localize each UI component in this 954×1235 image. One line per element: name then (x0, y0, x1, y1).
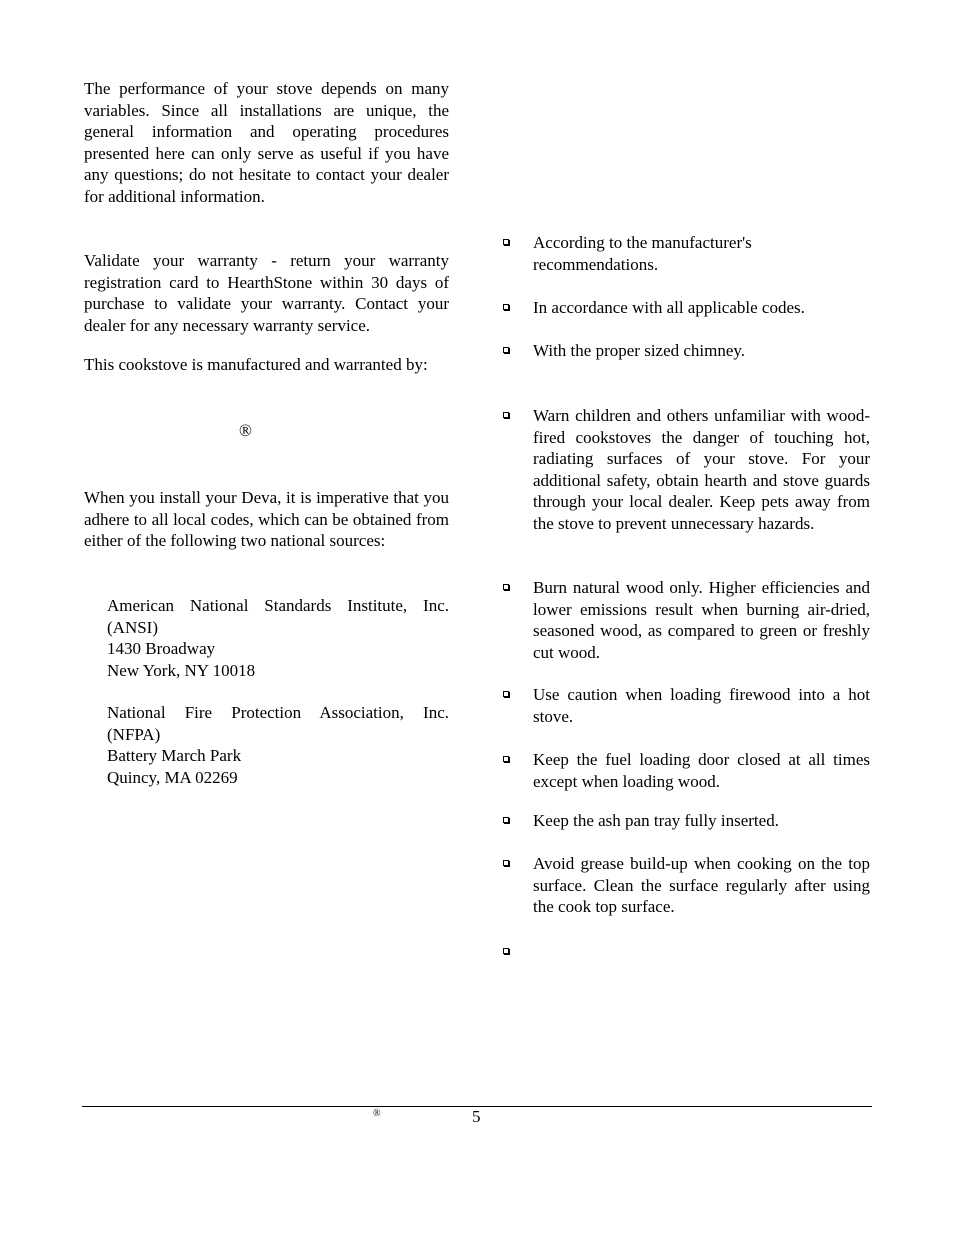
ansi-address (107, 595, 449, 681)
list-item: Burn natural wood only. Higher efficiencies and lower emissions result when burning air-dried, seasoned wood, as compared to green or freshly cut wood. (503, 577, 870, 663)
checkbox-bullet-icon (503, 817, 509, 823)
page-number: 5 (472, 1107, 481, 1126)
manufactured-text: This cookstove is manufactured and warranted by: (84, 355, 428, 374)
footer-registered-mark: ® (373, 1108, 381, 1119)
list-item: Keep the ash pan tray fully inserted. (503, 810, 870, 832)
list-item: In accordance with all applicable codes. (503, 297, 870, 319)
warranty-text: Validate your warranty - return your warranty registration card to HearthStone within 30 days of purchase to validate your warranty. Contact your dealer for any necessary warranty service. (84, 251, 449, 335)
list-item: Avoid grease build-up when cooking on the top surface. Clean the surface regularly after using the cook top surface. (503, 853, 870, 918)
ansi-name: American National Standards Institute, Inc. (107, 596, 449, 615)
ansi-abbr: (ANSI) (107, 617, 158, 637)
manufactured-paragraph (84, 354, 449, 376)
nfpa-address (107, 702, 449, 788)
checkbox-bullet-icon (503, 860, 509, 866)
nfpa-street: Battery March Park (107, 746, 242, 765)
nfpa-abbr: (NFPA) (107, 724, 161, 744)
install-text: When you install your Deva, it is imperative that you adhere to all local codes, which can be obtained from either of the following two national sources: (84, 488, 449, 550)
list-item: With the proper sized chimney. (503, 340, 870, 362)
nfpa-city: Quincy, MA 02269 (107, 767, 238, 787)
list-item: Warn children and others unfamiliar with wood-fired cookstoves the danger of touching hot, radiating surfaces of your stove. For your additional safety, obtain hearth and stove guards through your local dealer. Keep pets away from the stove to prevent unnecessary hazards. (503, 405, 870, 534)
ansi-street: 1430 Broadway (107, 639, 216, 658)
nfpa-name: National Fire Protection Association, Inc. (107, 703, 449, 722)
checkbox-bullet-icon (503, 239, 509, 245)
warranty-paragraph (84, 250, 449, 336)
checkbox-bullet-icon (503, 304, 509, 310)
checkbox-bullet-icon (503, 584, 509, 590)
checkbox-bullet-icon (503, 691, 509, 697)
registered-mark: ® (239, 421, 252, 440)
checkbox-bullet-icon (503, 412, 509, 418)
list-item: Use caution when loading firewood into a hot stove. (503, 684, 870, 727)
ansi-city: New York, NY 10018 (107, 660, 256, 680)
checkbox-bullet-icon (503, 347, 509, 353)
intro-text: The performance of your stove depends on many variables. Since all installations are unique, the general information and operating procedures presented here can only serve as useful if you have any questions; do not hesitate to contact your dealer for additional information. (84, 79, 449, 206)
list-item: Keep the fuel loading door closed at all times except when loading wood. (503, 749, 870, 792)
install-paragraph (84, 487, 449, 552)
intro-paragraph (84, 78, 449, 207)
checkbox-bullet-icon (503, 948, 509, 954)
checkbox-bullet-icon (503, 756, 509, 762)
list-item: According to the manufacturer's recommendations. (503, 232, 870, 275)
